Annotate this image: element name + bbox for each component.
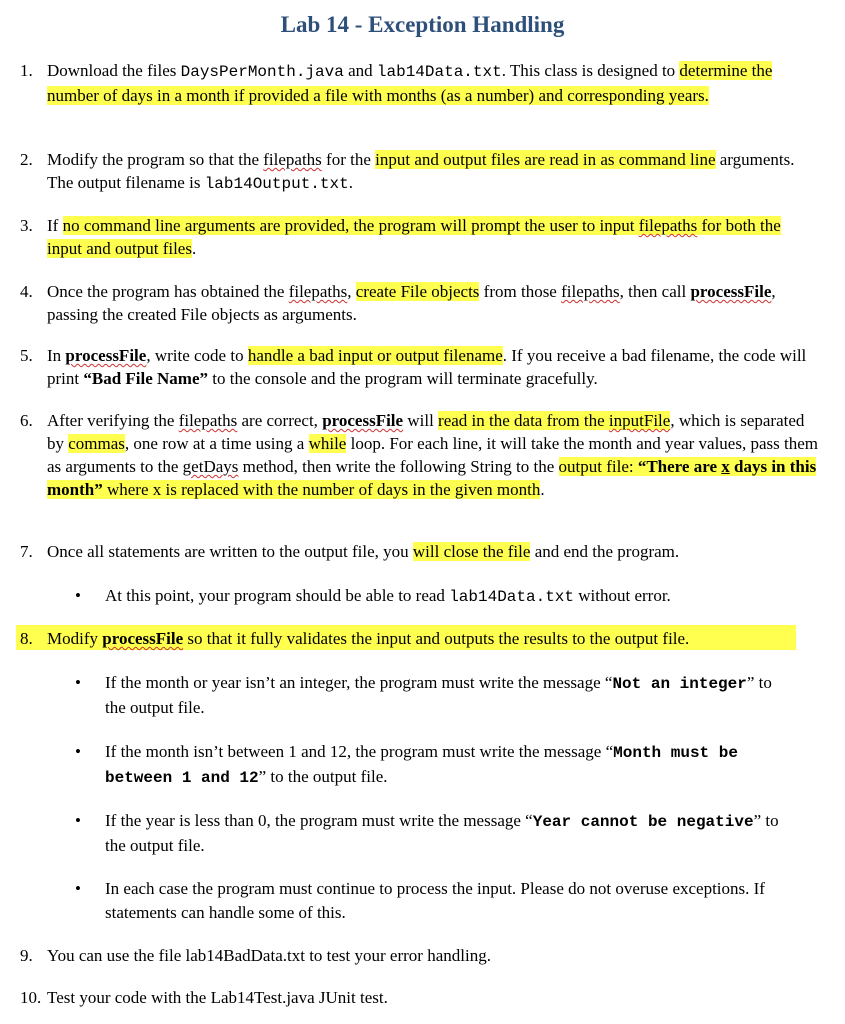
- highlighted-text: while: [308, 434, 347, 453]
- item-number: 10.: [20, 988, 42, 1007]
- item-text: [47, 280, 820, 326]
- text-run: If the year is less than 0, the program must write the message “: [105, 811, 533, 830]
- bullet-text: [105, 809, 795, 858]
- text-run: arguments. The output filename is: [47, 150, 795, 192]
- bullet-dot: •: [75, 811, 81, 830]
- code-filename: lab14Data.txt: [376, 63, 502, 81]
- highlighted-text: no command line arguments are provided, the program will prompt the user to input: [62, 216, 639, 235]
- item-number: 7.: [20, 542, 33, 561]
- highlighted-text: commas: [68, 434, 125, 453]
- item-number: 8.: [20, 629, 33, 648]
- text-run: Modify: [47, 629, 103, 648]
- highlighted-text: will close the file: [412, 542, 531, 561]
- bold-message: “Bad File Name”: [83, 369, 209, 388]
- highlighted-text: create File objects: [355, 282, 480, 301]
- text-run: from those: [479, 282, 562, 301]
- text-run: ” to the output file.: [105, 811, 779, 855]
- text-run: At this point, your program should be able to read: [105, 586, 450, 605]
- list-item-8: [20, 627, 820, 650]
- text-run: Download the files: [47, 61, 181, 80]
- text-run: If the month isn’t between 1 and 12, the program must write the message “: [105, 742, 614, 761]
- bullet-text: [105, 671, 795, 720]
- list-item-4: [20, 280, 820, 326]
- highlighted-text: input and output files are read in as command line: [375, 150, 716, 169]
- text-run: ” to the output file.: [258, 767, 388, 786]
- item-text: [47, 59, 820, 107]
- text-run: After verifying the: [47, 411, 179, 430]
- text-run: will: [403, 411, 439, 430]
- highlighted-bold-variable: x: [721, 457, 730, 476]
- highlighted-text: read in the data from the: [438, 411, 609, 430]
- text-run: are correct,: [237, 411, 323, 430]
- bullet-dot: •: [75, 586, 81, 605]
- text-run: to the console and the program will terminate gracefully.: [208, 369, 598, 388]
- text-run: so that it fully validates the input and outputs the results to the output file.: [183, 629, 690, 648]
- spellcheck-word: filepaths: [288, 282, 348, 301]
- spellcheck-word: filepaths: [561, 282, 620, 301]
- code-filename: DaysPerMonth.java: [180, 63, 344, 81]
- item-number: 1.: [20, 61, 33, 80]
- bullet-text: In each case the program must continue to process the input. Please do not overuse exceptions. If statements can handle some of this.: [105, 879, 765, 922]
- text-run: .: [540, 480, 545, 499]
- code-filename: lab14Output.txt: [204, 175, 349, 193]
- list-item-7: [20, 540, 820, 563]
- list-item-2: [20, 148, 820, 196]
- item-number: 9.: [20, 946, 33, 965]
- text-run: loop. For each line, it will take the month and year values, pass them as arguments to the: [47, 434, 818, 476]
- bullet-item: [75, 877, 795, 925]
- text-run: method, then write the following String to the: [238, 457, 559, 476]
- item-number: 4.: [20, 282, 33, 301]
- highlighted-bold-text: days in this month”: [47, 457, 817, 499]
- text-run: . If you receive a bad filename, the code will print: [47, 346, 807, 388]
- highlighted-text: output file:: [558, 457, 638, 476]
- text-run: and: [343, 61, 377, 80]
- bullet-item: [75, 809, 795, 858]
- text-run: Modify the program so that the: [47, 150, 264, 169]
- text-run: ” to the output file.: [105, 673, 772, 717]
- code-filename: lab14Data.txt: [449, 588, 575, 606]
- bullet-dot: •: [75, 673, 81, 692]
- code-message: Year cannot be negative: [532, 813, 754, 831]
- text-run: If: [47, 216, 63, 235]
- bullet-dot: •: [75, 742, 81, 761]
- text-run: .: [191, 239, 197, 258]
- text-run: ,: [347, 282, 356, 301]
- text-run: , passing the created File objects as arguments.: [47, 282, 776, 324]
- highlighted-text: handle a bad input or output filename: [247, 346, 503, 365]
- text-run: Once the program has obtained the: [47, 282, 289, 301]
- text-run: , one row at a time using a: [124, 434, 309, 453]
- text-run: for the: [321, 150, 376, 169]
- highlighted-spellcheck-word: inputFile: [608, 411, 671, 430]
- list-item-1: [20, 59, 820, 107]
- text-run: , write code to: [146, 346, 248, 365]
- method-name: processFile: [690, 282, 772, 301]
- text-run: and end the program.: [530, 542, 680, 561]
- item-number: 3.: [20, 216, 33, 235]
- spellcheck-word: getDays: [182, 457, 239, 476]
- text-run: , which is separated by: [47, 411, 805, 453]
- page-title: Lab 14 - Exception Handling: [280, 12, 565, 37]
- highlighted-text: where x is replaced with the number of days in the given month: [102, 480, 541, 499]
- highlighted-text: determine the number of days in a month if provided a file with months (as a number) and corresponding years.: [47, 61, 773, 105]
- item-text: [47, 214, 820, 260]
- bullet-text: [105, 584, 795, 609]
- highlighted-text: for both the input and output files: [47, 216, 781, 258]
- item-text: [47, 409, 820, 501]
- list-item-3: [20, 214, 820, 260]
- list-item-10: [20, 986, 820, 1009]
- method-name: processFile: [102, 629, 184, 648]
- item-number: 5.: [20, 346, 33, 365]
- list-item-6: [20, 409, 820, 501]
- highlighted-bold-text: “There are: [637, 457, 722, 476]
- bullet-dot: •: [75, 879, 81, 898]
- bullet-item: [75, 671, 795, 720]
- text-run: .: [348, 173, 353, 192]
- bullet-item: [75, 584, 795, 609]
- item-text: [47, 627, 820, 650]
- text-run: without error.: [574, 586, 671, 605]
- highlighted-spellcheck-word: filepaths: [638, 216, 698, 235]
- spellcheck-word: filepaths: [263, 150, 322, 169]
- item-number: 2.: [20, 150, 33, 169]
- list-item-9: [20, 944, 820, 967]
- method-name: processFile: [322, 411, 404, 430]
- code-message: Not an integer: [612, 675, 747, 693]
- text-run: If the month or year isn’t an integer, the program must write the message “: [105, 673, 613, 692]
- list-item-5: [20, 344, 820, 390]
- method-name: processFile: [65, 346, 147, 365]
- text-run: , then call: [619, 282, 691, 301]
- text-run: In: [47, 346, 66, 365]
- text-run: . This class is designed to: [501, 61, 680, 80]
- text-run: Once all statements are written to the output file, you: [47, 542, 413, 561]
- item-text: You can use the file lab14BadData.txt to test your error handling.: [47, 946, 491, 965]
- item-text: [47, 540, 820, 563]
- bullet-text: [105, 740, 795, 790]
- item-text: [47, 148, 820, 196]
- code-message: Month must be between 1 and 12: [105, 744, 738, 787]
- item-text: Test your code with the Lab14Test.java JUnit test.: [47, 988, 388, 1007]
- spellcheck-word: filepaths: [178, 411, 238, 430]
- bullet-item: [75, 740, 795, 790]
- item-text: [47, 344, 820, 390]
- item-number: 6.: [20, 411, 33, 430]
